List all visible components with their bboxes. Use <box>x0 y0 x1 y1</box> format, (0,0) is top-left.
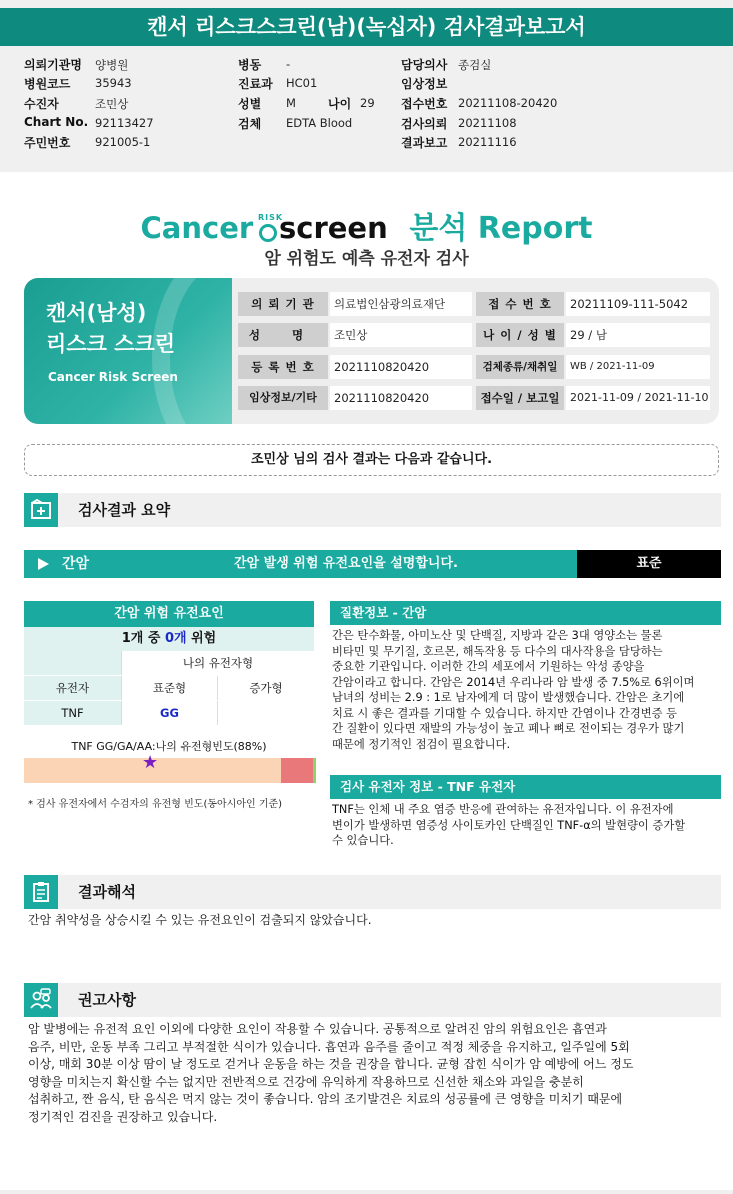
field-label: 진료과 <box>238 77 273 91</box>
risk-status-badge: 표준 <box>577 550 721 578</box>
my-genotype-star-icon: ★ <box>142 752 159 773</box>
standard-genotype: GG <box>121 701 217 725</box>
section-title: 결과해석 <box>78 883 136 901</box>
field-value: 조민상 <box>95 97 129 111</box>
field-label: 담당의사 <box>401 58 448 72</box>
text-line: 음주, 비만, 운동 부족 그리고 부적절한 식이가 있습니다. 흡연과 음주를 줄이고 적정 체중을 유지하고, 일주일에 5회 <box>28 1039 630 1054</box>
risk-table-header: 간암 위험 유전요인 <box>24 601 314 627</box>
section-summary <box>24 493 721 527</box>
risk-count <box>24 627 314 651</box>
frequency-label: TNF GG/GA/AA:나의 유전형빈도(88%) <box>71 740 267 753</box>
info-value: 2021110820420 <box>330 355 472 379</box>
gene-info-text <box>332 802 720 849</box>
folder-plus-icon <box>24 493 58 527</box>
field-value: M <box>286 96 296 110</box>
field-value: 20211116 <box>458 135 517 149</box>
text-line: 섭취하고, 짠 음식, 탄 음식은 먹지 않는 것이 좋습니다. 암의 조기발견은 치료의 성공률에 큰 영향을 미치기 때문에 <box>28 1092 623 1106</box>
product-title-line1: 캔서(남성) <box>46 301 147 325</box>
disease-info-text <box>332 628 720 752</box>
field-value: 29 <box>360 96 375 110</box>
frequency-footnote: * 검사 유전자에서 수검자의 유전형 빈도(동아시아인 기준) <box>28 799 283 810</box>
text-line: 남녀의 성비는 2.9 : 1로 남자에게 더 많이 발생했습니다. 간암은 초기에 <box>332 691 685 704</box>
my-genotype-header: 나의 유전자형 <box>121 651 314 675</box>
field-value: 종검실 <box>458 58 492 72</box>
report-subtitle: 암 위험도 예측 유전자 검사 <box>264 249 469 269</box>
field-value: HC01 <box>286 76 318 90</box>
field-label: 주민번호 <box>24 136 71 150</box>
risk-circle-icon <box>258 212 284 242</box>
info-value: 2021-11-09 / 2021-11-10 <box>566 386 710 410</box>
section-title: 권고사항 <box>78 991 136 1009</box>
info-key: 등 록 번 호 <box>238 355 328 379</box>
cancer-name: 간암 <box>62 556 90 572</box>
text-line: 간 질환이 있다면 재발의 가능성이 높고 폐나 뼈로 전이되는 경우가 많기 <box>332 722 685 735</box>
section-interpretation <box>24 875 721 909</box>
col-standard: 표준형 <box>121 676 217 700</box>
info-key: 접 수 번 호 <box>476 292 564 316</box>
text-line: TNF는 인체 내 주요 염증 반응에 관여하는 유전자입니다. 이 유전자에 <box>332 803 674 816</box>
field-label: Chart No. <box>24 115 89 129</box>
info-value: 의료법인삼광의료재단 <box>330 292 472 316</box>
text-line: 변이가 발생하면 염증성 사이토카인 단백질인 TNF-α의 발현량이 증가할 <box>332 818 686 832</box>
product-badge <box>24 278 232 424</box>
field-label: 병동 <box>238 58 262 72</box>
info-key: 성 명 <box>238 323 328 347</box>
frequency-segment-2 <box>281 758 313 783</box>
clipboard-icon <box>24 875 58 909</box>
text-line: 비타민 및 무기질, 호르몬, 해독작용 등 다수의 대사작용을 담당하는 <box>332 644 663 658</box>
cancer-description: 간암 발생 위험 유전요인을 설명합니다. <box>234 556 458 571</box>
gene-info-header: 검사 유전자 정보 - TNF 유전자 <box>330 775 721 799</box>
text-line: 간은 탄수화물, 아미노산 및 단백질, 지방과 같은 3대 영양소는 물론 <box>332 629 663 642</box>
section-recommendation <box>24 983 721 1017</box>
info-key: 검체종류/채취일 <box>476 355 564 379</box>
count-prefix: 1개 중 <box>121 631 165 646</box>
frequency-bar <box>24 752 316 783</box>
field-label: 임상정보 <box>401 77 448 91</box>
col-gene: 유전자 <box>24 676 121 700</box>
info-key: 나 이 / 성 별 <box>476 323 564 347</box>
info-key: 의 뢰 기 관 <box>238 292 328 316</box>
field-label: 성별 <box>238 97 262 111</box>
product-title-line2: 리스크 스크린 <box>46 332 176 356</box>
count-suffix: 위험 <box>186 631 217 646</box>
field-label: 병원코드 <box>24 77 71 91</box>
info-key: 접수일 / 보고일 <box>476 386 564 410</box>
disease-info-header: 질환정보 - 간암 <box>330 601 721 625</box>
text-line: 암 발병에는 유전적 요인 이외에 다양한 요인이 작용할 수 있습니다. 공통적으로 알려진 암의 위험요인은 흡연과 <box>28 1022 607 1036</box>
field-value: EDTA Blood <box>286 116 353 130</box>
section-title: 검사결과 요약 <box>78 501 171 519</box>
field-value: 35943 <box>95 76 132 90</box>
recommendation-text <box>28 1021 728 1126</box>
text-line: 정기적인 검진을 권장하고 있습니다. <box>28 1109 218 1124</box>
text-line: 중요한 기관입니다. 이러한 간의 세포에서 기원하는 악성 종양을 <box>332 660 645 673</box>
field-label: 검체 <box>238 117 262 131</box>
text-line: 간암이라고 합니다. 간암은 2014년 우리나라 암 발생 중 7.5%로 6위이며 <box>332 675 695 689</box>
logo-risk: RISK <box>258 212 284 222</box>
info-value: WB / 2021-11-09 <box>566 355 710 379</box>
field-label: 검사의뢰 <box>401 117 448 131</box>
text-line: 수 있습니다. <box>332 834 394 847</box>
info-key: 임상정보/기타 <box>238 386 328 410</box>
logo-cancer: Cancer <box>140 211 254 245</box>
info-value: 29 / 남 <box>566 323 710 347</box>
frequency-segment-3 <box>313 758 316 783</box>
liver-cancer-bar <box>24 550 721 578</box>
field-label: 결과보고 <box>401 136 448 150</box>
field-label: 수진자 <box>24 97 59 111</box>
report-title: 캔서 리스크스크린(남)(녹십자) 검사결과보고서 <box>0 8 733 46</box>
field-value: 92113427 <box>95 116 154 130</box>
info-value: 조민상 <box>330 323 472 347</box>
text-line: 치료 시 좋은 결과를 기대할 수 있습니다. 하지만 간염이나 간경변증 등 <box>332 706 678 720</box>
logo-report: 분석 Report <box>409 211 593 246</box>
field-value: 양병원 <box>95 58 129 72</box>
field-value: 921005-1 <box>95 135 151 149</box>
text-line: 영향을 미치는지 확신할 수는 없지만 전반적으로 건강에 유익하게 작용하므로 신선한 채소와 과일을 충분히 <box>28 1074 584 1089</box>
logo-screen: screen <box>279 211 388 245</box>
cancer-screen-logo <box>0 203 733 246</box>
interpretation-text: 간암 취약성을 상승시킬 수 있는 유전요인이 검출되지 않았습니다. <box>28 913 372 927</box>
count-value: 0개 <box>164 631 187 646</box>
text-line: 이상, 매회 30분 이상 땀이 날 정도로 걷거나 운동을 하는 것을 권장을 합니다. 균형 잡힌 식이가 암 예방에 어느 정도 <box>28 1057 634 1071</box>
field-label: 나이 <box>328 97 352 111</box>
info-value: 2021110820420 <box>330 386 472 410</box>
field-label: 의뢰기관명 <box>24 58 82 72</box>
result-notice: 조민상 님의 검사 결과는 다음과 같습니다. <box>24 444 719 476</box>
col-increased: 증가형 <box>217 676 314 700</box>
field-value: - <box>286 57 291 71</box>
gene-name: TNF <box>24 701 121 725</box>
field-label: 접수번호 <box>401 97 448 111</box>
consult-people-icon <box>24 983 58 1017</box>
play-arrow-icon <box>38 558 49 570</box>
field-value: 20211108 <box>458 116 517 130</box>
increased-genotype <box>217 701 314 725</box>
text-line: 때문에 정기적인 점검이 필요합니다. <box>332 737 511 751</box>
field-value: 20211108-20420 <box>458 96 558 110</box>
info-value: 20211109-111-5042 <box>566 292 710 316</box>
product-title-en: Cancer Risk Screen <box>48 370 178 384</box>
